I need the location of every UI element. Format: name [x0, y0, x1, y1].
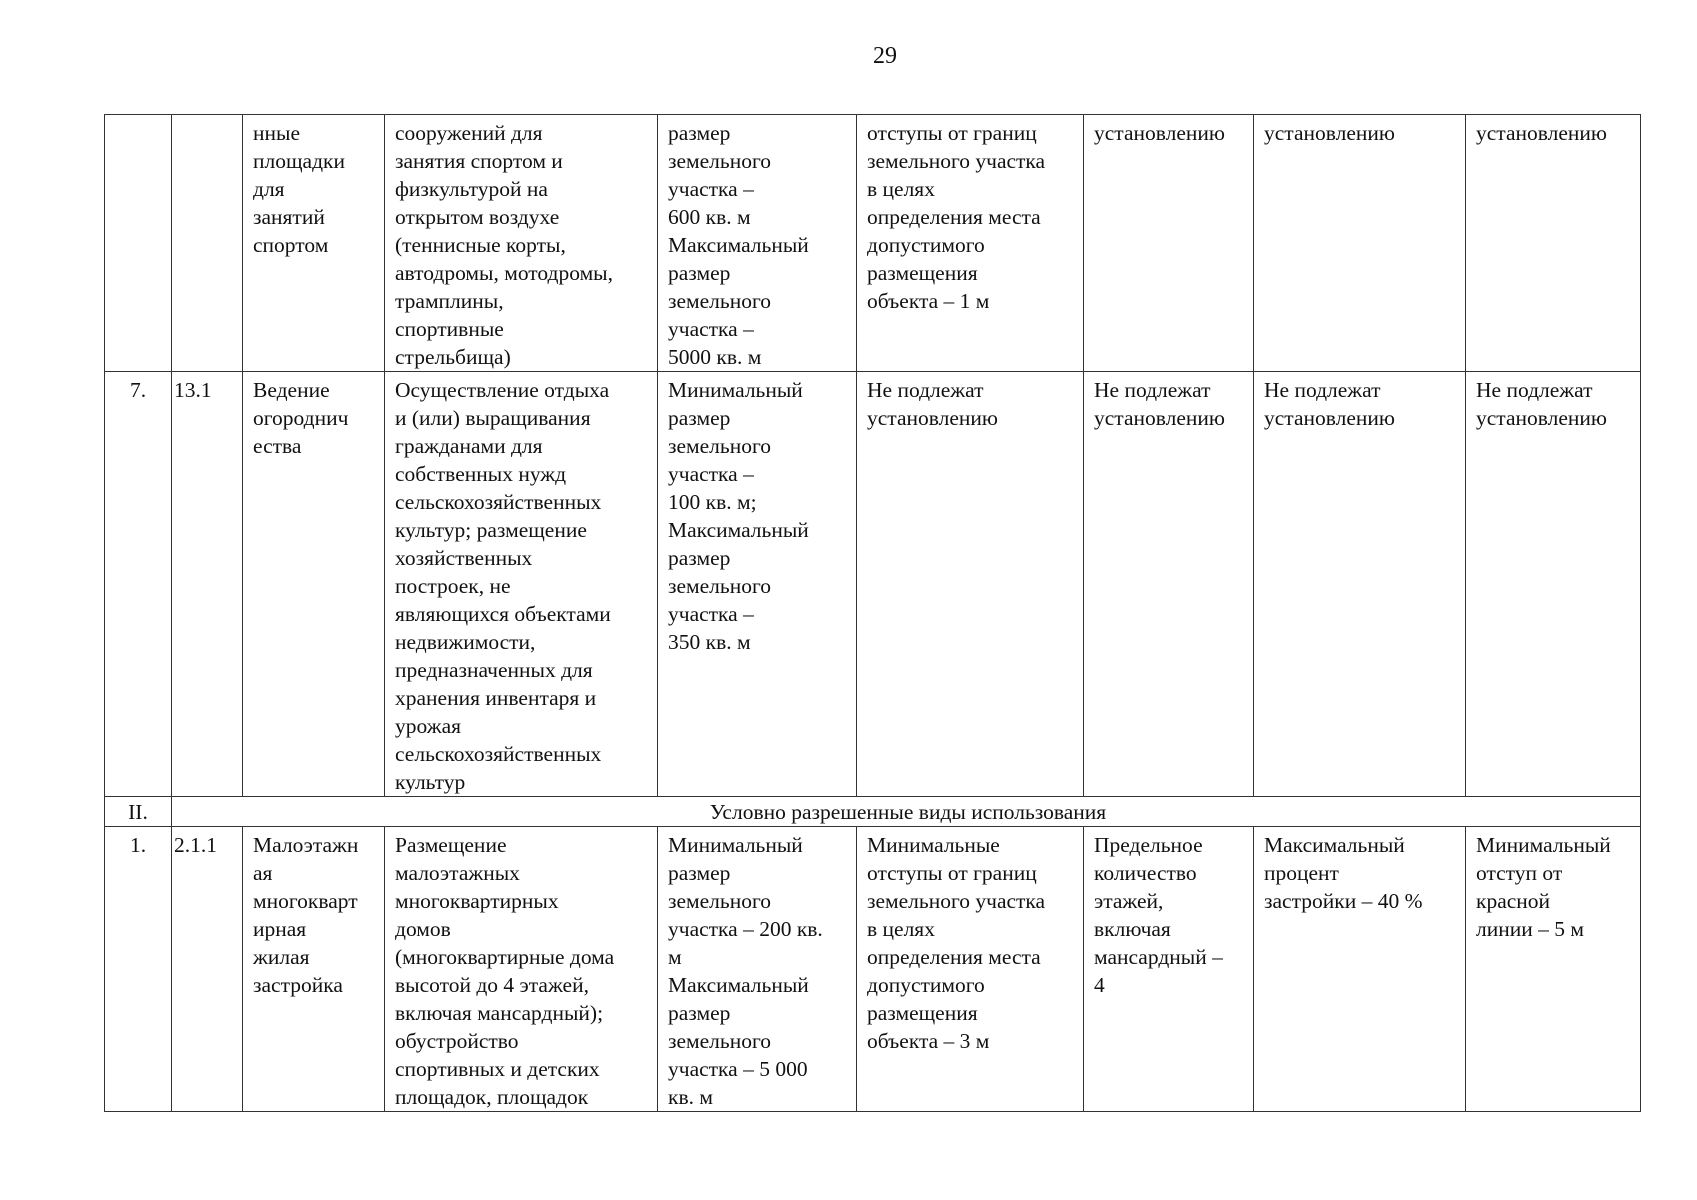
- plot-size: Минимальный размер земельного участка – 200 кв. м Максимальный размер земельного участка – 5 000 кв. м: [668, 833, 823, 1109]
- row-number-cell: [105, 115, 172, 372]
- table-row: [105, 115, 1641, 372]
- coverage: Не подлежат установлению: [1264, 378, 1395, 430]
- use-code: 2.1.1: [174, 833, 217, 857]
- coverage-cell: [1254, 372, 1466, 797]
- table-row: [105, 372, 1641, 797]
- setbacks-cell: [857, 372, 1084, 797]
- plot-size: размер земельного участка – 600 кв. м Максимальный размер земельного участка – 5000 кв. м: [668, 121, 809, 369]
- plot-size: Минимальный размер земельного участка – 100 кв. м; Максимальный размер земельного участка – 350 кв. м: [668, 378, 809, 654]
- red-line-setback: Минимальный отступ от красной линии – 5 м: [1476, 833, 1611, 941]
- row-number: 7.: [129, 378, 147, 402]
- coverage-cell: [1254, 827, 1466, 1112]
- floors-cell: [1084, 827, 1254, 1112]
- setbacks-cell: [857, 115, 1084, 372]
- use-code: 13.1: [174, 378, 212, 402]
- section-header-row: [105, 797, 1641, 827]
- setbacks: отступы от границ земельного участка в целях определения места допустимого размещения объекта – 1 м: [867, 121, 1046, 313]
- plot-size-cell: [658, 115, 857, 372]
- section-number: II.: [128, 800, 148, 824]
- red-line-cell: [1466, 115, 1641, 372]
- floors-cell: [1084, 372, 1254, 797]
- use-name-cell: [243, 372, 385, 797]
- use-name: Малоэтажн ая многокварт ирная жилая застройка: [253, 833, 359, 997]
- red-line-setback: установлению: [1476, 121, 1607, 145]
- coverage: Максимальный процент застройки – 40 %: [1264, 833, 1423, 913]
- page-number: 29: [873, 43, 897, 69]
- section-number-cell: [105, 797, 172, 827]
- use-description: сооружений для занятия спортом и физкультурой на открытом воздухе (теннисные корты, автодромы, мотодромы, трамплины, спортивные стрельбища): [395, 121, 614, 369]
- red-line-setback: Не подлежат установлению: [1476, 378, 1607, 430]
- code-cell: [172, 827, 243, 1112]
- floors: Предельное количество этажей, включая мансардный – 4: [1094, 833, 1223, 997]
- row-number-cell: [105, 827, 172, 1112]
- row-number-cell: [105, 372, 172, 797]
- floors: Не подлежат установлению: [1094, 378, 1225, 430]
- code-cell: [172, 372, 243, 797]
- use-name-cell: [243, 115, 385, 372]
- use-name: нные площадки для занятий спортом: [253, 121, 345, 257]
- coverage-cell: [1254, 115, 1466, 372]
- setbacks-cell: [857, 827, 1084, 1112]
- section-title-cell: [172, 797, 1641, 827]
- land-use-table: [104, 114, 1641, 1112]
- description-cell: [385, 372, 658, 797]
- section-title: Условно разрешенные виды использования: [709, 800, 1107, 824]
- use-name: Ведение огороднич ества: [253, 378, 349, 458]
- red-line-cell: [1466, 372, 1641, 797]
- use-description: Размещение малоэтажных многоквартирных домов (многоквартирные дома высотой до 4 этажей, включая мансардный); обустройство спортивных и детских площадок, площадок: [395, 833, 615, 1109]
- use-name-cell: [243, 827, 385, 1112]
- row-number: 1.: [129, 833, 147, 857]
- description-cell: [385, 827, 658, 1112]
- red-line-cell: [1466, 827, 1641, 1112]
- coverage: установлению: [1264, 121, 1395, 145]
- floors: установлению: [1094, 121, 1225, 145]
- use-description: Осуществление отдыха и (или) выращивания гражданами для собственных нужд сельскохозяйственных культур; размещение хозяйственных построек, не являющихся объектами недвижимости, предназначенных для хранения инвентаря и урожая сельскохозяйственных культур: [395, 378, 611, 794]
- plot-size-cell: [658, 372, 857, 797]
- code-cell: [172, 115, 243, 372]
- plot-size-cell: [658, 827, 857, 1112]
- table-row: [105, 827, 1641, 1112]
- setbacks: Минимальные отступы от границ земельного участка в целях определения места допустимого размещения объекта – 3 м: [867, 833, 1046, 1053]
- setbacks: Не подлежат установлению: [867, 378, 998, 430]
- floors-cell: [1084, 115, 1254, 372]
- description-cell: [385, 115, 658, 372]
